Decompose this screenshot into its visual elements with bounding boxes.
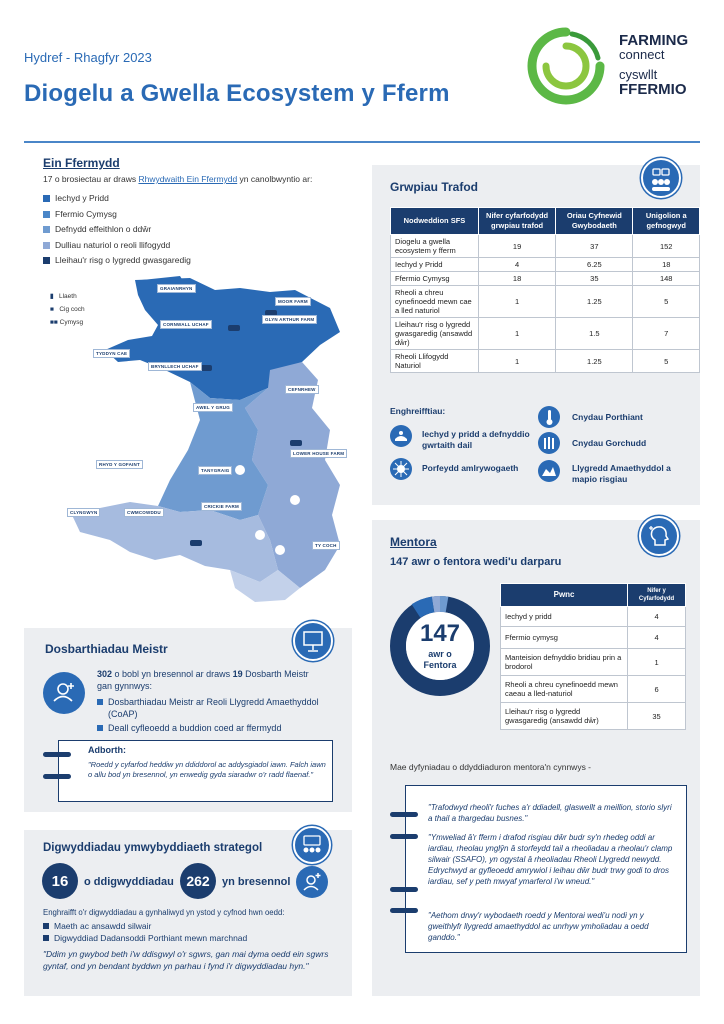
table-cell: 4 <box>628 627 686 649</box>
table-cell: Ffermio cymysg <box>501 627 628 649</box>
table-cell: 35 <box>556 272 633 286</box>
events-bullets <box>43 920 247 944</box>
farming-connect-logo-icon <box>526 26 606 106</box>
cow-icon <box>228 325 240 331</box>
events-count-label: o ddigwyddiadau <box>84 876 174 888</box>
example-label: Llygredd Amaethyddol a mapio risgiau <box>572 463 671 484</box>
table-row <box>501 703 686 730</box>
donut-segment <box>440 604 447 605</box>
list-item <box>43 920 247 932</box>
mentoring-table <box>500 583 686 730</box>
table-cell: 1.25 <box>556 286 633 318</box>
farm-pin[interactable]: CLYNGWYN <box>67 508 100 517</box>
table-header-row <box>391 208 700 235</box>
table-cell: Lleihau'r risg o lygredd gwasgaredig (ansawdd dŵr) <box>501 703 628 730</box>
bullet-text: Dosbarthiadau Meistr ar Reoli Llygredd Amaethyddol (CoAP) <box>108 697 319 719</box>
table-header-row <box>501 584 686 607</box>
theme-swatch <box>43 257 50 264</box>
list-item <box>97 722 327 734</box>
legend-label: Llaeth <box>59 293 77 300</box>
master-classes-title: Dosbarthiadau Meistr <box>45 642 168 656</box>
farm-pin[interactable]: CRICKIE FARM <box>201 502 242 511</box>
table-cell: 1.25 <box>556 350 633 373</box>
mentor-head-icon <box>639 516 679 556</box>
logo-line-cyswllt: cyswllt <box>619 67 658 82</box>
sheep-icon <box>290 495 300 505</box>
bullet <box>97 699 103 705</box>
audience-icon <box>293 826 331 864</box>
farms-intro <box>43 174 312 184</box>
theme-item <box>43 238 191 254</box>
table-header: Nifer cyfarfodydd grwpiau trafod <box>478 208 555 235</box>
master-summary-text: o bobl yn bresennol ar draws <box>112 669 233 679</box>
thermometer-icon <box>538 406 560 428</box>
logo-line-ffermio: FFERMIO <box>619 81 687 98</box>
farm-pin[interactable]: TYDDYN CAE <box>93 349 130 358</box>
mixed-icon: ■■ <box>50 319 58 326</box>
donut-label-1: awr o <box>428 649 452 659</box>
legend-item <box>50 303 85 316</box>
mentoring-quote: "Aethom drwy'r wybodaeth roedd y Mentorai wedi'u nodi yn y gweithlyfr llygredd amaethyddol ac unrhyw ymholiadau a oedd ganddo." <box>428 911 649 942</box>
bullet <box>97 725 103 731</box>
feedback-title: Adborth: <box>88 745 126 755</box>
legend-item <box>50 290 85 303</box>
table-cell: 1 <box>478 286 555 318</box>
table-row <box>501 607 686 627</box>
donut-segment <box>416 605 433 611</box>
wheat-icon <box>538 432 560 454</box>
table-cell: Ffermio Cymysg <box>391 272 479 286</box>
presentation-icon <box>293 621 333 661</box>
farm-pin[interactable]: CWMCOWDDU <box>124 508 164 517</box>
sheep-icon <box>235 465 245 475</box>
donut-value: 147 <box>419 620 461 647</box>
discussion-group-icon <box>641 158 681 198</box>
table-cell: 18 <box>633 258 700 272</box>
farm-pin[interactable]: TANYGRAIG <box>198 466 232 475</box>
table-cell: 1 <box>478 318 555 350</box>
table-row <box>391 235 700 258</box>
example-label: Cnydau Porthiant <box>572 412 643 422</box>
master-bullets <box>97 696 327 734</box>
farm-pin[interactable]: CEFNRHEW <box>285 385 319 394</box>
table-cell: 37 <box>556 235 633 258</box>
legend-label: Cymysg <box>59 319 84 326</box>
quote-rail <box>390 834 418 839</box>
theme-swatch <box>43 242 50 249</box>
grass-icon <box>390 458 412 480</box>
table-row <box>501 649 686 676</box>
example-label: Iechyd y pridd a defnyddio gwrtaith dail <box>422 429 530 450</box>
example-label: Cnydau Gorchudd <box>572 438 647 448</box>
farm-pin[interactable]: AWEL Y GRUG <box>193 403 233 412</box>
table-row <box>501 627 686 649</box>
mentoring-title: Mentora <box>390 535 437 549</box>
quote-rail <box>390 887 418 892</box>
quote-rail <box>43 774 71 779</box>
events-title: Digwyddiadau ymwybyddiaeth strategol <box>43 842 263 854</box>
quote-rail <box>390 908 418 913</box>
farms-intro-text-end: yn canolbwyntio ar: <box>237 174 313 184</box>
tree-icon <box>255 530 265 540</box>
discussion-groups-title: Grwpiau Trafod <box>390 180 479 194</box>
theme-label: Dulliau naturiol o reoli llifogydd <box>55 239 171 250</box>
farm-pin[interactable]: GLYN ARTHUR FARM <box>262 315 317 324</box>
legend-item <box>50 316 85 329</box>
add-user-icon <box>43 672 85 714</box>
table-cell: 18 <box>478 272 555 286</box>
mentoring-feedback-intro: Mae dyfyniadau o ddyddiaduron mentora'n cynnwys - <box>390 762 592 772</box>
table-header: Nodweddion SFS <box>391 208 479 235</box>
table-cell: 1 <box>478 350 555 373</box>
quote-rail <box>43 752 71 757</box>
cow-icon <box>290 440 302 446</box>
table-row <box>391 318 700 350</box>
table-row <box>391 258 700 272</box>
stat-classes: 19 <box>232 669 243 679</box>
table-cell: 35 <box>628 703 686 730</box>
table-cell: Iechyd y pridd <box>501 607 628 627</box>
mentoring-quote: "Ymweliad â'r fferm i drafod risgiau dŵr budr sy'n rhedeg oddi ar iardiau, rheolau ynglŷn â storfeydd tail a rheoliadau a rheolau'r clamp silwair (SSAFO), yn ogystal â rheoliadau Rheoli Llygredd newydd. Edrychwyd ar gyfleoedd amrywiol i leihau dŵr budr trwy godi to dros iardiau, sef y peth mwyaf ymarferol i'w wneud." <box>428 833 673 886</box>
cow-icon: ■ <box>50 306 54 313</box>
theme-swatch <box>43 211 50 218</box>
table-cell: 19 <box>478 235 555 258</box>
table-header: Oriau Cyfnewid Gwybodaeth <box>556 208 633 235</box>
bullet-text: Maeth ac ansawdd silwair <box>54 921 152 931</box>
table-cell: Diogelu a gwella ecosystem y fferm <box>391 235 479 258</box>
table-header: Nifer y Cyfarfodydd <box>628 584 686 607</box>
table-cell: Rheoli a chreu cynefinoedd mewn caeau a lled-naturiol <box>501 676 628 703</box>
discussion-groups-table <box>390 207 700 373</box>
table-cell: 1.5 <box>556 318 633 350</box>
period-label: Hydref - Rhagfyr 2023 <box>24 50 152 65</box>
farm-pin[interactable]: CORNWALL UCHAF <box>160 320 212 329</box>
list-item <box>97 696 327 720</box>
cow-icon <box>200 365 212 371</box>
bullet-text: Digwyddiad Dadansoddi Porthiant mewn marchnad <box>54 933 248 943</box>
theme-label: Defnydd effeithlon o ddŵr <box>55 224 152 234</box>
theme-item <box>43 253 191 269</box>
map-legend <box>50 290 85 329</box>
master-summary-text-end: Dosbarth Meistr gan gynnwys: <box>97 669 309 691</box>
our-farms-link[interactable]: Rhwydwaith Ein Ffermydd <box>138 174 238 184</box>
page-title: Diogelu a Gwella Ecosystem y Fferm <box>24 80 450 107</box>
table-header: Unigolion a gefnogwyd <box>633 208 700 235</box>
table-cell: Manteision defnyddio bridiau prin a brodorol <box>501 649 628 676</box>
theme-item <box>43 191 191 207</box>
table-cell: 6.25 <box>556 258 633 272</box>
table-row <box>391 272 700 286</box>
theme-item <box>43 222 191 238</box>
table-cell: 5 <box>633 350 700 373</box>
mentoring-subtitle: 147 awr o fentora wedi'u darparu <box>390 556 562 568</box>
theme-label: Ffermio Cymysg <box>55 208 117 219</box>
feedback-quote: "Roedd y cyfarfod heddiw yn ddiddorol ac addysgiadol iawn. Falch iawn o allu bod yn bresennol, yn enwedig gyda siaradwr o'r radd flaenaf." <box>88 760 326 779</box>
table-cell: 7 <box>633 318 700 350</box>
donut-segment <box>433 604 440 605</box>
cow-icon <box>190 540 202 546</box>
donut-label-2: Fentora <box>423 660 457 670</box>
soil-hand-icon <box>390 425 412 447</box>
header-divider <box>24 141 700 143</box>
bullet <box>43 923 49 929</box>
farm-pin[interactable]: TY COCH <box>312 541 340 550</box>
table-row <box>501 676 686 703</box>
examples-title: Enghreifftiau: <box>390 406 446 416</box>
farm-pin[interactable]: MOOR FARM <box>275 297 311 306</box>
events-count: 16 <box>42 863 78 899</box>
table-row <box>391 286 700 318</box>
table-row <box>391 350 700 373</box>
legend-label: Cig coch <box>59 306 85 313</box>
events-quote: "Ddim yn gwybod beth i'w ddisgwyl o'r sgwrs, gan mai dyma oedd ein sgwrs gyntaf, ond yn bendant byddwn yn parhau i fynd i'r digwyddiadau hyn." <box>43 949 329 971</box>
farm-pin[interactable]: RHYD Y GOFAINT <box>96 460 143 469</box>
pollution-map-icon <box>538 460 560 482</box>
stat-people: 302 <box>97 669 113 679</box>
table-cell: 152 <box>633 235 700 258</box>
farm-pin[interactable]: LOWER HOUSE FARM <box>290 449 347 458</box>
table-cell: 148 <box>633 272 700 286</box>
logo-line-connect: connect <box>619 47 665 62</box>
mentoring-quote: "Trafodwyd rheoli'r fuches a'r ddiadell, glaswellt a meillion, storio slyri a thail a thargedau busnes." <box>428 803 672 823</box>
theme-swatch <box>43 226 50 233</box>
attendees-count-label: yn bresennol <box>222 876 291 888</box>
table-cell: Lleihau'r risg o lygredd gwasgaredig (ansawdd dŵr) <box>391 318 479 350</box>
table-cell: 6 <box>628 676 686 703</box>
milk-icon: ▮ <box>50 293 54 300</box>
farms-intro-text: 17 o brosiectau ar draws <box>43 174 139 184</box>
theme-label: Iechyd y Pridd <box>55 193 109 203</box>
farm-pin[interactable]: BRYNLLECH UCHAF <box>148 362 202 371</box>
quote-rail <box>390 812 418 817</box>
table-cell: Rheoli Llifogydd Naturiol <box>391 350 479 373</box>
table-cell: 1 <box>628 649 686 676</box>
table-cell: Rheoli a chreu cynefinoedd mewn cae a lled naturiol <box>391 286 479 318</box>
farms-title: Ein Ffermydd <box>43 156 120 170</box>
theme-list <box>43 191 191 269</box>
theme-item <box>43 207 191 223</box>
theme-swatch <box>43 195 50 202</box>
example-label: Porfeydd amlrywogaeth <box>422 463 519 473</box>
table-cell: 4 <box>628 607 686 627</box>
table-header: Pwnc <box>501 584 628 607</box>
table-cell: 4 <box>478 258 555 272</box>
list-item <box>43 932 247 944</box>
table-cell: 5 <box>633 286 700 318</box>
master-summary <box>97 668 325 692</box>
bullet-text: Deall cyfleoedd a buddion coed ar ffermydd <box>108 723 282 733</box>
events-examples-intro: Enghraifft o'r digwyddiadau a gynhaliwyd yn ystod y cyfnod hwn oedd: <box>43 908 285 917</box>
logo-line-farming: FARMING <box>619 32 689 49</box>
attendees-count: 262 <box>180 863 216 899</box>
add-group-icon <box>296 866 328 898</box>
table-cell: Iechyd y Pridd <box>391 258 479 272</box>
farm-pin[interactable]: GRAIANRHYN <box>157 284 196 293</box>
tree-icon <box>275 545 285 555</box>
bullet <box>43 935 49 941</box>
theme-label: Lleihau'r risg o lygredd gwasgaredig <box>55 255 191 265</box>
